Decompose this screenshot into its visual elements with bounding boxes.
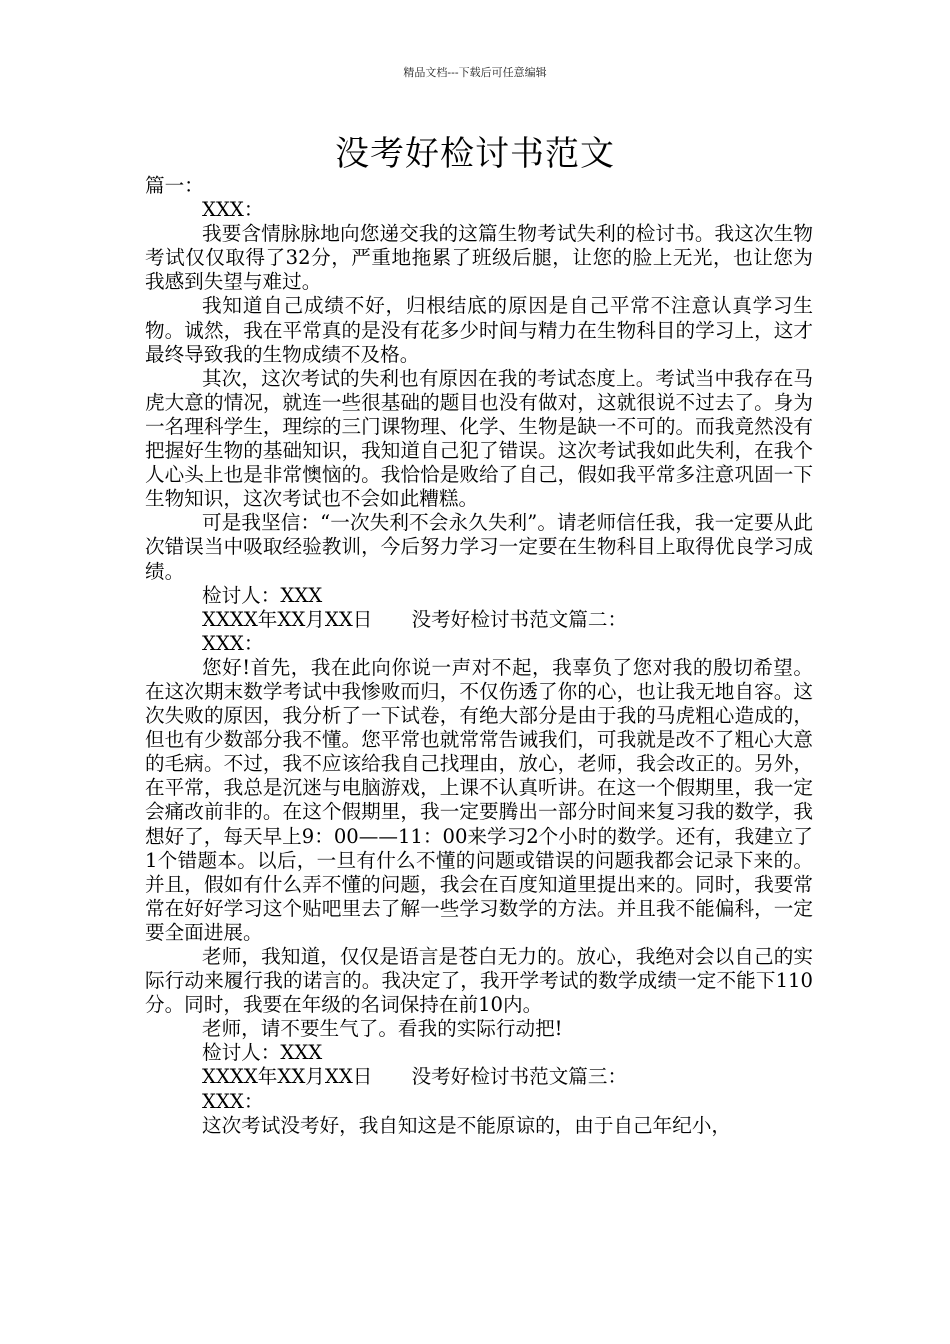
paragraph: 检讨人：XXX <box>202 1041 323 1065</box>
paragraph: 我知道自己成绩不好，归根结底的原因是自己平常不注意认真学习生物。诚然，我在平常真的是没有花多少时间与精力在生物科目的学习上，这才最终导致我的生物成绩不及格。 <box>145 294 813 366</box>
paragraph: XXXX年XX月XX日 没考好检讨书范文篇二： <box>202 607 628 631</box>
paragraph: 我要含情脉脉地向您递交我的这篇生物考试失利的检讨书。我这次生物考试仅仅取得了32分，严重地拖累了班级后腿，让您的脸上无光，也让您为我感到失望与难过。 <box>145 222 813 294</box>
paragraph: 老师，我知道，仅仅是语言是苍白无力的。放心，我绝对会以自己的实际行动来履行我的诺言的。我决定了，我开学考试的数学成绩一定不能下110分。同时，我要在年级的名词保持在前10内。 <box>145 945 813 1017</box>
paragraph: XXXX年XX月XX日 没考好检讨书范文篇三： <box>202 1065 628 1089</box>
paragraph: 您好!首先，我在此向你说一声对不起，我辜负了您对我的殷切希望。在这次期末数学考试中我惨败而归，不仅伤透了你的心，也让我无地自容。这次失败的原因，我分析了一下试卷，有绝大部分是由于我的马虎粗心造成的，但也有少数部分我不懂。您平常也就常常告诫我们，可我就是改不了粗心大意的毛病。不过，我不应该给我自己找理由，放心，老师，我会改正的。另外，在平常，我总是沉迷与电脑游戏，上课不认真听讲。在这一个假期里，我一定会痛改前非的。在这个假期里，我一定要腾出一部分时间来复习我的数学，我想好了，每天早上9：00——11：00来学习2个小时的数学。还有，我建立了1个错题本。以后，一旦有什么不懂的问题或错误的问题我都会记录下来的。并且，假如有什么弄不懂的问题，我会在百度知道里提出来的。同时，我要常常在好好学习这个贴吧里去了解一些学习数学的方法。并且我不能偏科，一定要全面进展。 <box>145 655 813 944</box>
paragraph: 这次考试没考好，我自知这是不能原谅的，由于自己年纪小， <box>202 1113 732 1137</box>
paragraph: 其次，这次考试的失利也有原因在我的考试态度上。考试当中我存在马虎大意的情况，就连一些很基础的题目也没有做对，这就很说不过去了。身为一名理科学生，理综的三门课物理、化学、生物是缺一不可的。而我竟然没有把握好生物的基础知识，我知道自己犯了错误。这次考试我如此失利，在我个人心头上也是非常懊恼的。我恰恰是败给了自己，假如我平常多注意巩固一下生物知识，这次考试也不会如此糟糕。 <box>145 366 813 511</box>
paragraph: XXX： <box>202 1089 264 1113</box>
paragraph: 检讨人：XXX <box>202 583 323 607</box>
paragraph: 篇一： <box>145 174 204 197</box>
document-body <box>145 174 813 1138</box>
document-title: 没考好检讨书范文 <box>335 134 615 174</box>
header-note: 精品文档---下载后可任意编辑 <box>403 66 547 79</box>
paragraph: XXX： <box>202 198 264 222</box>
paragraph: XXX： <box>202 631 264 655</box>
paragraph: 老师，请不要生气了。看我的实际行动把! <box>202 1017 563 1041</box>
paragraph: 可是我坚信：“一次失利不会永久失利”。请老师信任我，我一定要从此次错误当中吸取经验教训，今后努力学习一定要在生物科目上取得优良学习成绩。 <box>145 511 813 583</box>
